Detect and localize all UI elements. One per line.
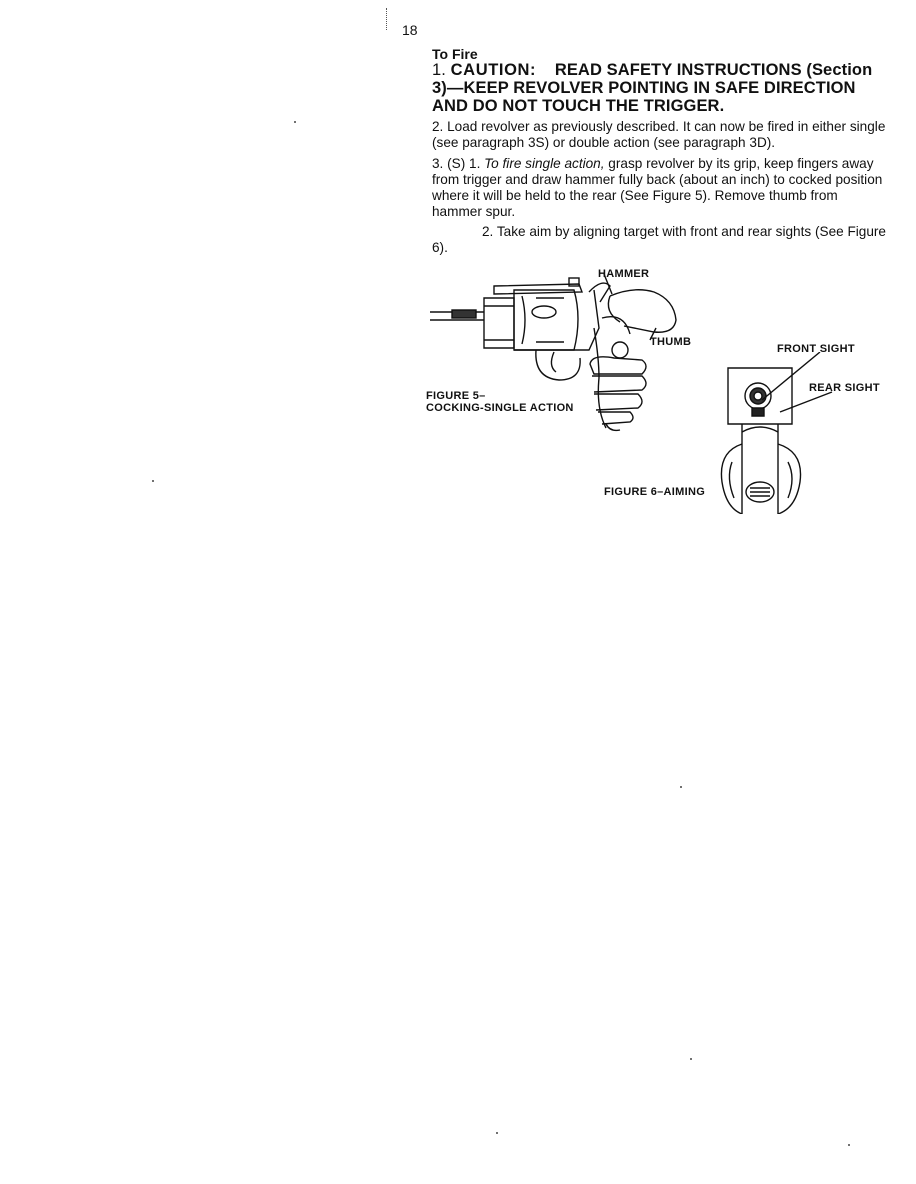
section-heading: To Fire [432,46,478,62]
label-hammer: HAMMER [598,268,650,280]
scan-speck [294,121,296,123]
paragraph-3-prefix: 3. (S) 1. [432,156,485,171]
figure-6-illustration [712,352,892,514]
paragraph-3 [432,156,887,220]
label-thumb: THUMB [650,336,692,348]
scan-speck [680,786,682,788]
caution-text: READ SAFETY INSTRUCTIONS (Section 3)—KEEP REVOLVER POINTING IN SAFE DIRECTION AND DO NOT TOUCH THE TRIGGER. [432,61,873,115]
figure-5-caption-line2: COCKING-SINGLE ACTION [426,402,574,414]
caution-paragraph [432,61,887,115]
paragraph-3-rest: grasp revolver by its grip, keep fingers away from trigger and draw hammer fully back (about an inch) to cocked position where it will be held to the rear (See Figure 5). Remove thumb from hammer spur. [432,156,883,219]
scan-speck [152,480,154,482]
figure-6-caption: FIGURE 6–AIMING [604,486,706,498]
figure-5-caption-line1: FIGURE 5– [426,390,486,402]
paragraph-4 [432,224,887,256]
paragraph-2: 2. Load revolver as previously described. It can now be fired in either single (see paragraph 3S) or double action (see paragraph 3D). [432,119,886,150]
label-front-sight: FRONT SIGHT [777,343,855,355]
caution-number: 1. [432,61,446,79]
paragraph-3-italic: To fire single action, [484,156,605,171]
figure-5-caption [426,390,574,414]
margin-mark [386,8,389,30]
label-rear-sight: REAR SIGHT [809,382,880,394]
scan-speck [496,1132,498,1134]
paragraph-4-text: 2. Take aim by aligning target with front and rear sights (See Figure 6). [432,224,886,255]
scan-speck [848,1144,850,1146]
scan-speck [690,1058,692,1060]
caution-word: CAUTION: [450,61,537,79]
page-number: 18 [402,22,418,38]
